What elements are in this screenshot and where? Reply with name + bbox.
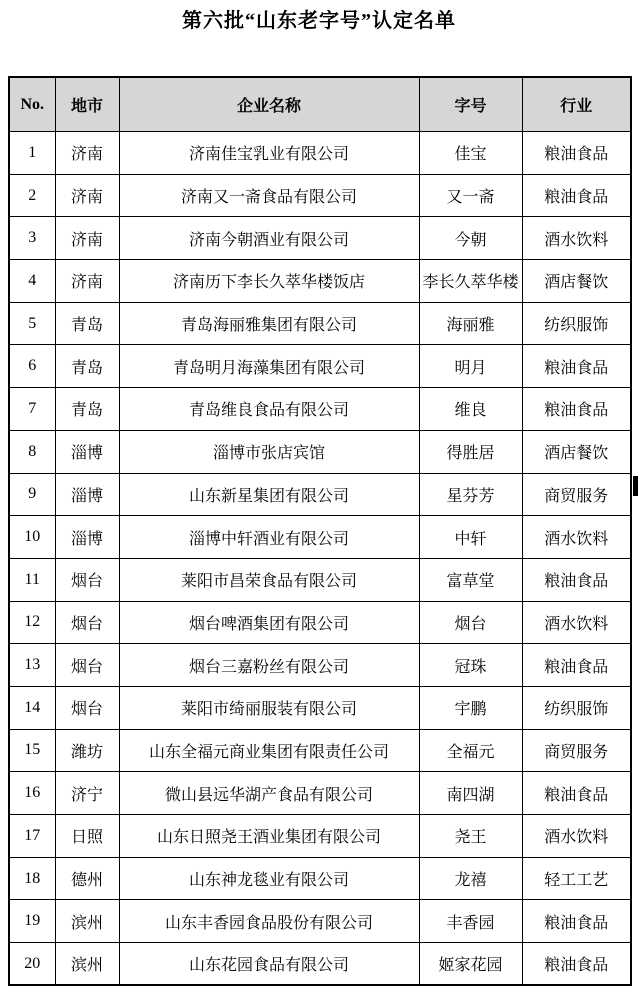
cell-no: 5 bbox=[9, 302, 55, 345]
cell-industry: 粮油食品 bbox=[522, 132, 631, 175]
cell-industry: 粮油食品 bbox=[522, 900, 631, 943]
cell-city: 济宁 bbox=[55, 772, 119, 815]
cell-brand: 全福元 bbox=[419, 729, 522, 772]
cell-no: 12 bbox=[9, 601, 55, 644]
table-row bbox=[9, 558, 631, 601]
cell-no: 14 bbox=[9, 686, 55, 729]
cell-city: 滨州 bbox=[55, 900, 119, 943]
cell-company: 莱阳市昌荣食品有限公司 bbox=[119, 558, 419, 601]
table-row bbox=[9, 644, 631, 687]
cell-city: 淄博 bbox=[55, 473, 119, 516]
cell-city: 淄博 bbox=[55, 516, 119, 559]
cell-brand: 李长久萃华楼 bbox=[419, 260, 522, 303]
cell-city: 潍坊 bbox=[55, 729, 119, 772]
cell-no: 6 bbox=[9, 345, 55, 388]
cell-industry: 粮油食品 bbox=[522, 174, 631, 217]
cell-no: 17 bbox=[9, 815, 55, 858]
cell-brand: 姬家花园 bbox=[419, 943, 522, 986]
cell-industry: 酒水饮料 bbox=[522, 601, 631, 644]
cell-brand: 得胜居 bbox=[419, 430, 522, 473]
cell-no: 8 bbox=[9, 430, 55, 473]
cell-no: 7 bbox=[9, 388, 55, 431]
cell-no: 11 bbox=[9, 558, 55, 601]
cell-industry: 酒水饮料 bbox=[522, 815, 631, 858]
cell-city: 济南 bbox=[55, 132, 119, 175]
cell-company: 烟台啤酒集团有限公司 bbox=[119, 601, 419, 644]
table-row bbox=[9, 857, 631, 900]
cell-industry: 酒店餐饮 bbox=[522, 430, 631, 473]
cell-city: 青岛 bbox=[55, 345, 119, 388]
cell-industry: 粮油食品 bbox=[522, 388, 631, 431]
cell-company: 济南历下李长久萃华楼饭店 bbox=[119, 260, 419, 303]
cell-brand: 维良 bbox=[419, 388, 522, 431]
cell-company: 青岛海丽雅集团有限公司 bbox=[119, 302, 419, 345]
header-cell-company: 企业名称 bbox=[119, 77, 419, 132]
cell-company: 山东新星集团有限公司 bbox=[119, 473, 419, 516]
cell-city: 烟台 bbox=[55, 644, 119, 687]
table-row bbox=[9, 302, 631, 345]
cell-brand: 宇鹏 bbox=[419, 686, 522, 729]
cell-no: 3 bbox=[9, 217, 55, 260]
table-row bbox=[9, 174, 631, 217]
cell-industry: 酒水饮料 bbox=[522, 217, 631, 260]
table-body bbox=[9, 132, 631, 986]
table-row bbox=[9, 943, 631, 986]
cell-brand: 佳宝 bbox=[419, 132, 522, 175]
cell-no: 18 bbox=[9, 857, 55, 900]
table-row bbox=[9, 345, 631, 388]
table-row bbox=[9, 516, 631, 559]
table-row bbox=[9, 217, 631, 260]
table-row bbox=[9, 260, 631, 303]
cell-brand: 烟台 bbox=[419, 601, 522, 644]
cell-city: 淄博 bbox=[55, 430, 119, 473]
cell-company: 青岛维良食品有限公司 bbox=[119, 388, 419, 431]
cell-city: 烟台 bbox=[55, 601, 119, 644]
cell-no: 20 bbox=[9, 943, 55, 986]
cell-no: 9 bbox=[9, 473, 55, 516]
cell-industry: 粮油食品 bbox=[522, 943, 631, 986]
cell-company: 淄博中轩酒业有限公司 bbox=[119, 516, 419, 559]
cell-brand: 丰香园 bbox=[419, 900, 522, 943]
cell-industry: 商贸服务 bbox=[522, 473, 631, 516]
cell-company: 微山县远华湖产食品有限公司 bbox=[119, 772, 419, 815]
table-row bbox=[9, 430, 631, 473]
cell-city: 青岛 bbox=[55, 302, 119, 345]
header-cell-industry: 行业 bbox=[522, 77, 631, 132]
cell-brand: 今朝 bbox=[419, 217, 522, 260]
cell-company: 山东神龙毯业有限公司 bbox=[119, 857, 419, 900]
cell-industry: 轻工工艺 bbox=[522, 857, 631, 900]
header-cell-no: No. bbox=[9, 77, 55, 132]
cell-company: 济南佳宝乳业有限公司 bbox=[119, 132, 419, 175]
cell-city: 德州 bbox=[55, 857, 119, 900]
cell-no: 2 bbox=[9, 174, 55, 217]
cell-company: 山东日照尧王酒业集团有限公司 bbox=[119, 815, 419, 858]
cell-company: 济南又一斋食品有限公司 bbox=[119, 174, 419, 217]
cell-company: 莱阳市绮丽服装有限公司 bbox=[119, 686, 419, 729]
cell-brand: 海丽雅 bbox=[419, 302, 522, 345]
cell-city: 济南 bbox=[55, 217, 119, 260]
table-row bbox=[9, 473, 631, 516]
cell-industry: 纺织服饰 bbox=[522, 302, 631, 345]
cell-city: 滨州 bbox=[55, 943, 119, 986]
cell-brand: 中轩 bbox=[419, 516, 522, 559]
cell-industry: 粮油食品 bbox=[522, 558, 631, 601]
header-row bbox=[9, 77, 631, 132]
cell-brand: 尧王 bbox=[419, 815, 522, 858]
cell-industry: 粮油食品 bbox=[522, 772, 631, 815]
cell-industry: 纺织服饰 bbox=[522, 686, 631, 729]
cell-no: 13 bbox=[9, 644, 55, 687]
cell-company: 济南今朝酒业有限公司 bbox=[119, 217, 419, 260]
table-row bbox=[9, 388, 631, 431]
cell-no: 1 bbox=[9, 132, 55, 175]
cell-brand: 星芬芳 bbox=[419, 473, 522, 516]
table-row bbox=[9, 900, 631, 943]
table-header bbox=[9, 77, 631, 132]
table-row bbox=[9, 772, 631, 815]
cell-industry: 酒水饮料 bbox=[522, 516, 631, 559]
cell-city: 日照 bbox=[55, 815, 119, 858]
page-title: 第六批“山东老字号”认定名单 bbox=[182, 10, 456, 32]
cell-no: 19 bbox=[9, 900, 55, 943]
table-row bbox=[9, 601, 631, 644]
cell-company: 山东花园食品有限公司 bbox=[119, 943, 419, 986]
cell-brand: 又一斋 bbox=[419, 174, 522, 217]
cell-brand: 冠珠 bbox=[419, 644, 522, 687]
cell-industry: 商贸服务 bbox=[522, 729, 631, 772]
cell-company: 山东丰香园食品股份有限公司 bbox=[119, 900, 419, 943]
cell-city: 青岛 bbox=[55, 388, 119, 431]
table-row bbox=[9, 132, 631, 175]
cell-brand: 南四湖 bbox=[419, 772, 522, 815]
cell-brand: 富草堂 bbox=[419, 558, 522, 601]
cell-industry: 酒店餐饮 bbox=[522, 260, 631, 303]
cell-city: 烟台 bbox=[55, 558, 119, 601]
cell-company: 青岛明月海藻集团有限公司 bbox=[119, 345, 419, 388]
cell-no: 4 bbox=[9, 260, 55, 303]
cell-company: 山东全福元商业集团有限责任公司 bbox=[119, 729, 419, 772]
cell-brand: 龙禧 bbox=[419, 857, 522, 900]
brand-list-table bbox=[8, 76, 632, 986]
table-row bbox=[9, 815, 631, 858]
cell-no: 15 bbox=[9, 729, 55, 772]
table-row bbox=[9, 686, 631, 729]
header-cell-city: 地市 bbox=[55, 77, 119, 132]
cell-industry: 粮油食品 bbox=[522, 345, 631, 388]
cell-no: 10 bbox=[9, 516, 55, 559]
cell-company: 淄博市张店宾馆 bbox=[119, 430, 419, 473]
cell-company: 烟台三嘉粉丝有限公司 bbox=[119, 644, 419, 687]
cell-city: 济南 bbox=[55, 174, 119, 217]
table-row bbox=[9, 729, 631, 772]
header-cell-brand: 字号 bbox=[419, 77, 522, 132]
cell-no: 16 bbox=[9, 772, 55, 815]
cell-city: 济南 bbox=[55, 260, 119, 303]
cell-industry: 粮油食品 bbox=[522, 644, 631, 687]
cell-brand: 明月 bbox=[419, 345, 522, 388]
cell-city: 烟台 bbox=[55, 686, 119, 729]
scrollbar-thumb[interactable] bbox=[633, 476, 638, 496]
